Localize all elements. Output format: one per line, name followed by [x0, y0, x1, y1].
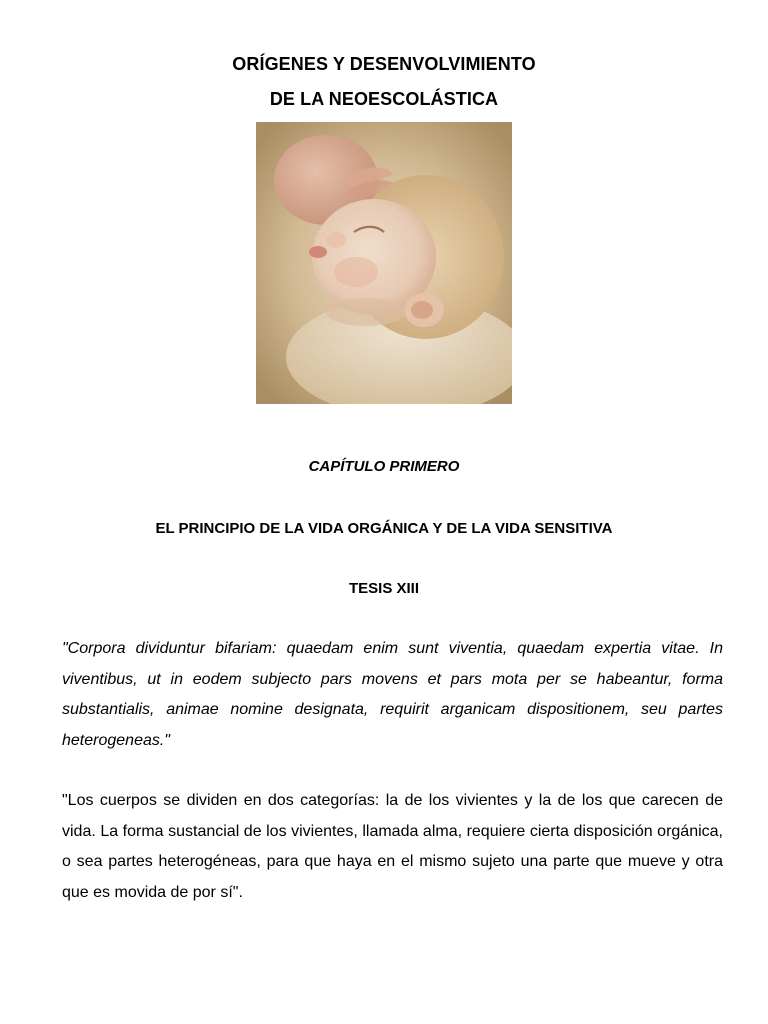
chapter-heading: CAPÍTULO PRIMERO — [308, 458, 460, 475]
spanish-translation-paragraph: "Los cuerpos se dividen en dos categorías: la de los vivientes y la de los que carecen de vida. La forma sustancial de los vivientes, llamada alma, requiere cierta disposición orgánica, o sea partes heterogéneas, para que haya en el mismo sujeto una parte que mueve y otra que es movida de por sí". — [62, 792, 723, 901]
document-title-line-2: DE LA NEOESCOLÁSTICA — [269, 89, 499, 109]
thesis-heading: TESIS XIII — [348, 580, 420, 597]
latin-quote-paragraph: "Corpora dividuntur bifariam: quaedam enim sunt viventia, quaedam expertia vitae. In viventibus, ut in eodem subjecto pars movens et pars mota per se habeantur, forma substantialis, animae nomine designata, requirit arganicam dispositionem, seu partes heterogeneas." — [62, 640, 723, 749]
document-title-line-1: ORÍGENES Y DESENVOLVIMIENTO — [232, 54, 536, 74]
section-title: EL PRINCIPIO DE LA VIDA ORGÁNICA Y DE LA VIDA SENSITIVA — [155, 520, 613, 537]
nursing-infant-illustration — [256, 122, 512, 404]
